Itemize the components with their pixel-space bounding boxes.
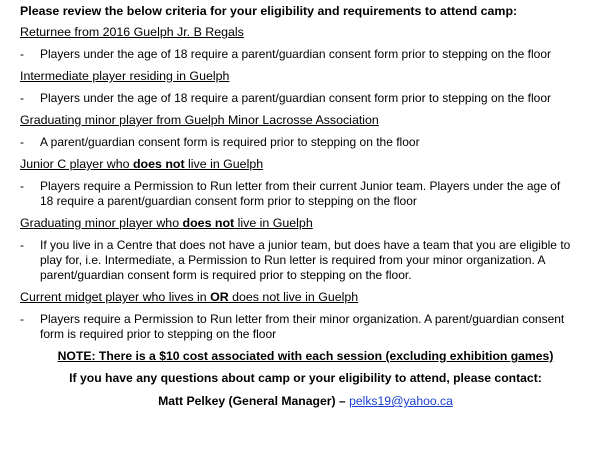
title-emphasis: OR	[210, 290, 229, 304]
title-text-end: live in Guelph	[234, 216, 313, 230]
criteria-item	[20, 91, 575, 106]
title-emphasis: does not	[132, 157, 185, 171]
section-title	[20, 216, 611, 231]
intro-heading: Please review the below criteria for your eligibility and requirements to attend camp:	[20, 4, 518, 18]
section-title	[20, 113, 611, 128]
criteria-item	[20, 135, 575, 150]
criteria-section-graduating-gmla	[20, 113, 611, 128]
section-title	[20, 69, 611, 84]
title-text-end: live in Guelph	[184, 157, 264, 171]
email-link[interactable]: pelks19@yahoo.ca	[349, 394, 453, 408]
contact-question: If you have any questions about camp or your eligibility to attend, please contact:	[69, 371, 542, 385]
section-title	[20, 25, 611, 40]
title-text: Graduating minor player from Guelph Minor Lacrosse Association	[20, 113, 379, 127]
title-text: Graduating minor player who	[20, 216, 183, 230]
criteria-item	[20, 312, 575, 342]
title-text-end: does not live in Guelph	[228, 290, 359, 304]
contact-line	[0, 394, 611, 409]
criteria-section-midget	[20, 290, 611, 305]
title-text: Current midget player who lives in	[20, 290, 211, 304]
criteria-item	[20, 47, 575, 62]
item-text: A parent/guardian consent form is required prior to stepping on the floor	[40, 135, 420, 149]
criteria-item	[20, 238, 575, 283]
title-text: Returnee from 2016 Guelph Jr. B Regals	[20, 25, 244, 39]
bullet-dash: -	[20, 312, 24, 326]
criteria-section-intermediate	[20, 69, 611, 84]
criteria-section-returnee	[20, 25, 611, 40]
criteria-item	[20, 179, 575, 209]
bullet-dash: -	[20, 238, 24, 252]
contact-name: Matt Pelkey (General Manager) –	[158, 394, 350, 408]
bullet-dash: -	[20, 135, 24, 149]
section-title	[20, 290, 611, 305]
section-title	[20, 157, 611, 172]
title-text: Intermediate player residing in Guelph	[20, 69, 230, 83]
item-text: Players under the age of 18 require a parent/guardian consent form prior to stepping on the floor	[40, 91, 551, 105]
bullet-dash: -	[20, 91, 24, 105]
title-text: Junior C player who	[20, 157, 133, 171]
item-text: Players require a Permission to Run letter from their minor organization. A parent/guardian consent form is required prior to stepping on the floor	[40, 312, 565, 341]
item-text: If you live in a Centre that does not have a junior team, but does have a team that you are eligible to play for, i.e. Intermediate, a Permission to Run letter is required from your minor organization. A parent/guardian consent form is required prior to stepping on the floor.	[40, 238, 571, 282]
criteria-section-junior-c	[20, 157, 611, 172]
item-text: Players require a Permission to Run letter from their current Junior team. Players under the age of 18 require a parent/guardian consent form prior to stepping on the floor	[40, 179, 561, 208]
criteria-section-graduating-outside	[20, 216, 611, 231]
item-text: Players under the age of 18 require a parent/guardian consent form prior to stepping on the floor	[40, 47, 551, 61]
cost-note: NOTE: There is a $10 cost associated with each session (excluding exhibition games)	[57, 349, 554, 363]
title-emphasis: does not	[182, 216, 235, 230]
bullet-dash: -	[20, 179, 24, 193]
bullet-dash: -	[20, 47, 24, 61]
